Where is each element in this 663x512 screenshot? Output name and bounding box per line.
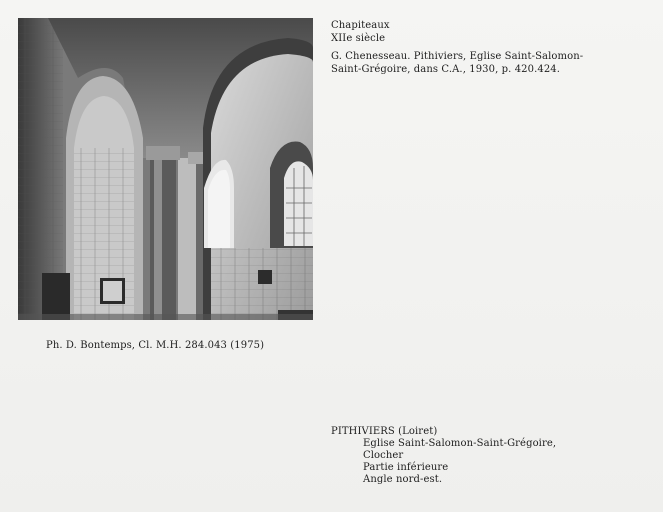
- church-interior-photo: [18, 18, 313, 320]
- bibliographic-reference-line-2: Saint-Grégoire, dans C.A., 1930, p. 420.424.: [331, 64, 561, 75]
- location-detail-building: Eglise Saint-Salomon-Saint-Grégoire,: [363, 438, 557, 449]
- location-detail-part: Clocher: [363, 450, 404, 461]
- century-label: XIIe siècle: [331, 33, 386, 44]
- location-place: PITHIVIERS (Loiret): [331, 426, 438, 437]
- location-detail-angle: Angle nord-est.: [363, 474, 443, 485]
- bibliographic-reference-line-1: G. Chenesseau. Pithiviers, Eglise Saint-Salomon-: [331, 51, 584, 62]
- subject-label: Chapiteaux: [331, 20, 390, 31]
- location-detail-section: Partie inférieure: [363, 462, 449, 473]
- photo-credit: Ph. D. Bontemps, Cl. M.H. 284.043 (1975): [46, 340, 265, 351]
